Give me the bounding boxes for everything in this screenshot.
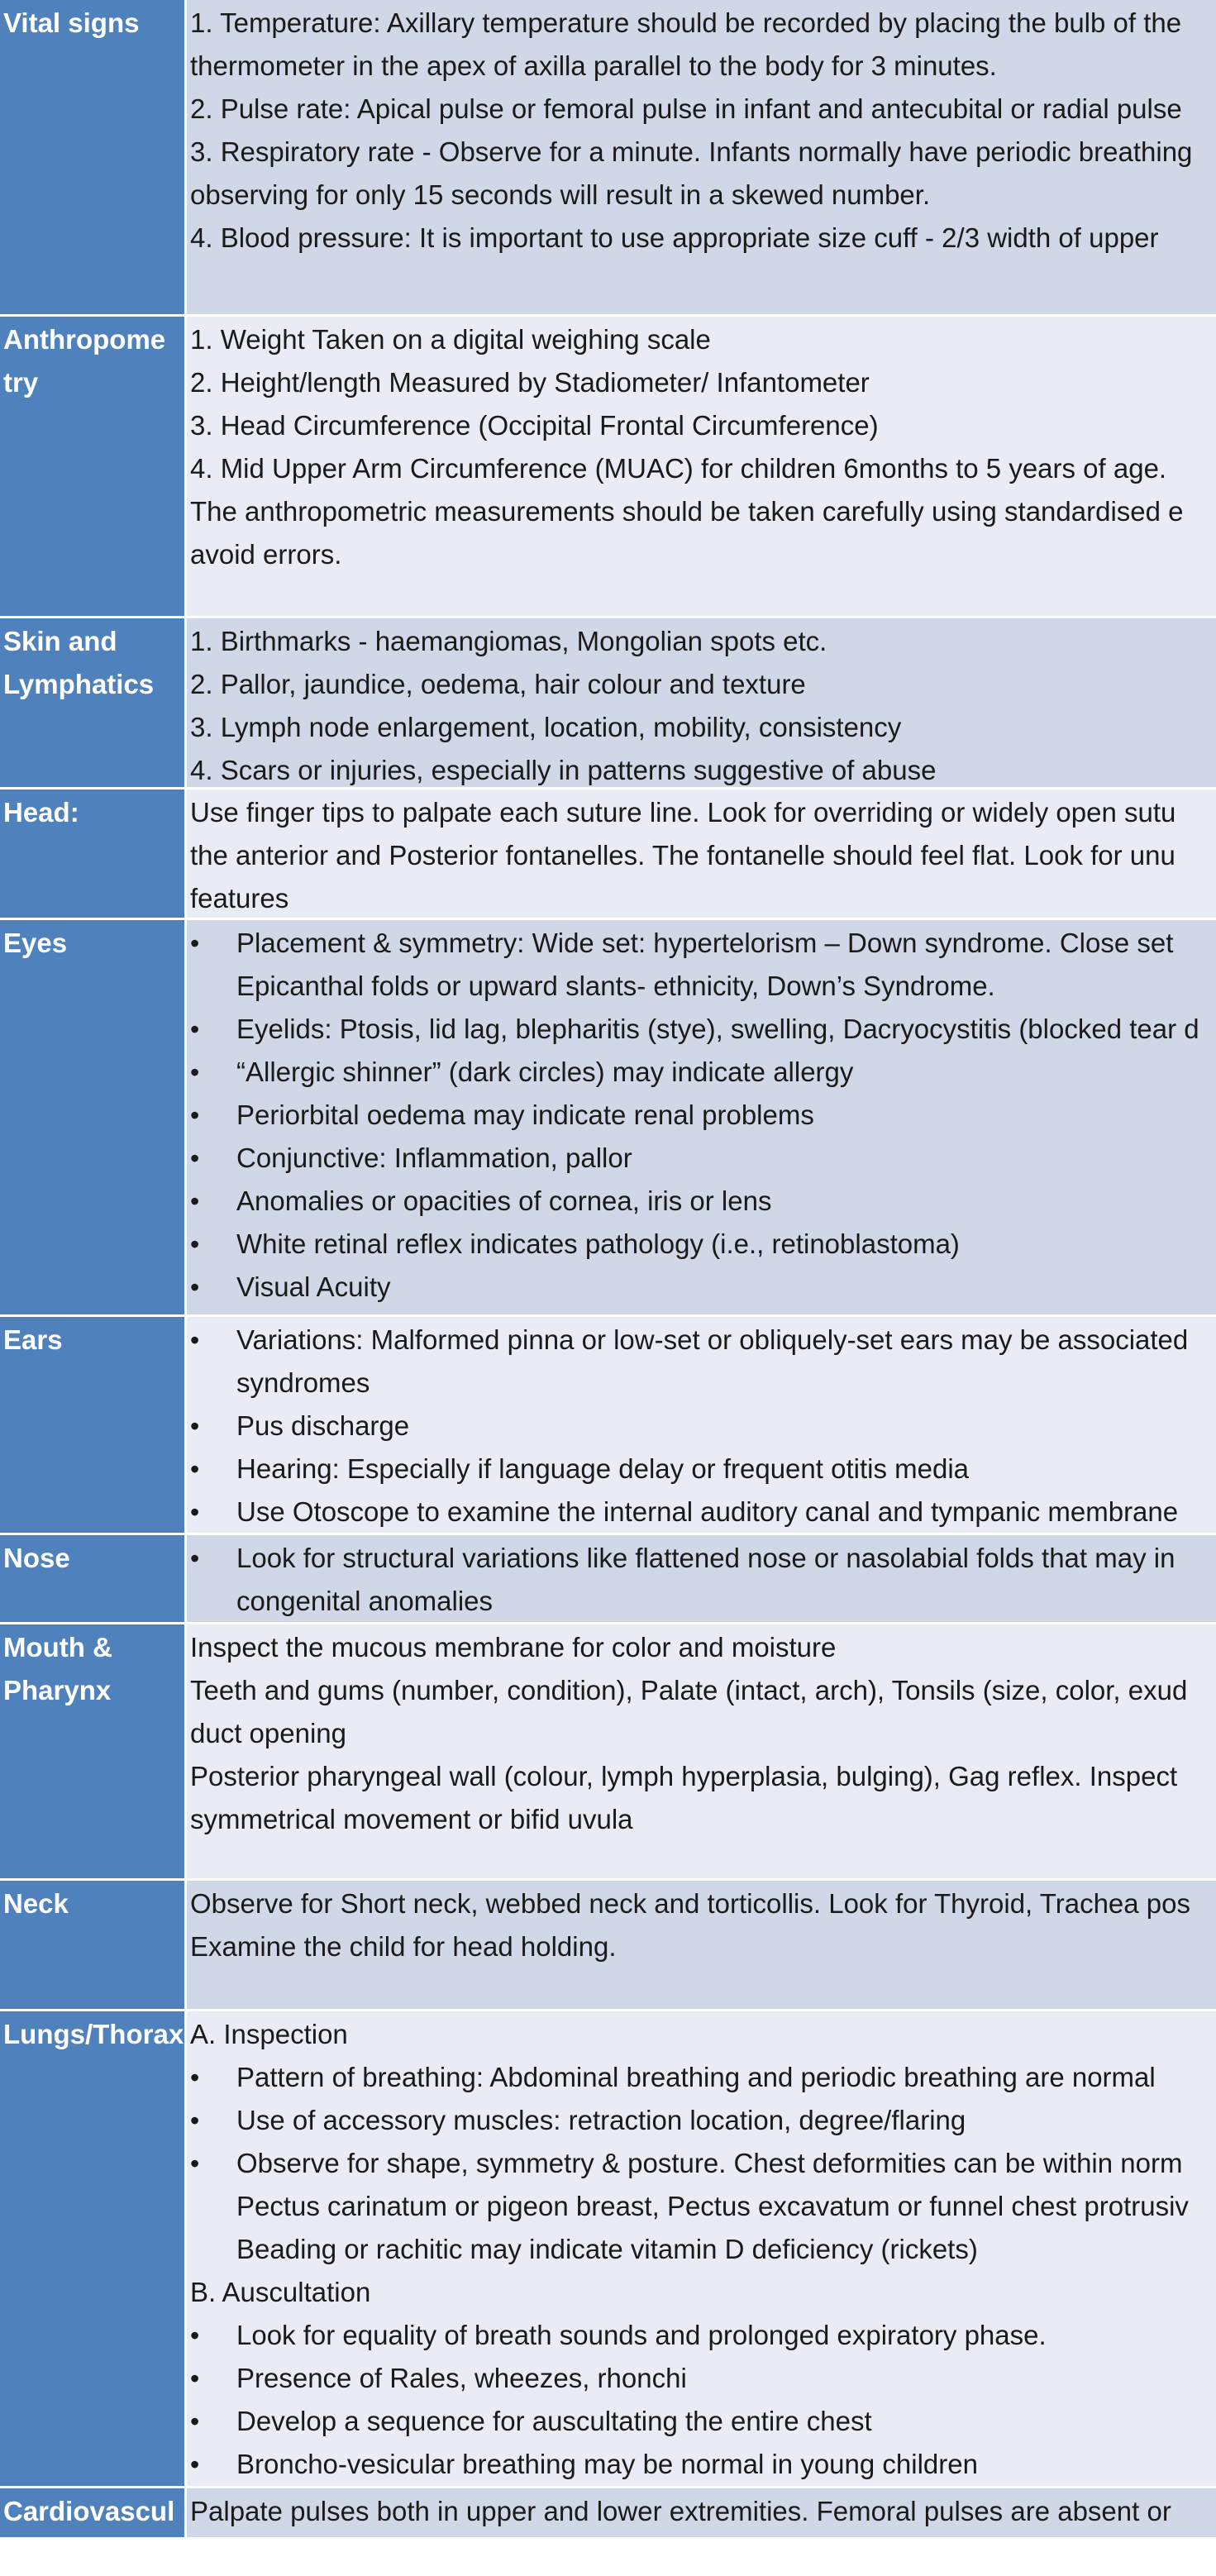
line-text: Pattern of breathing: Abdominal breathing and periodic breathing are normal (236, 2062, 1156, 2092)
line-text: 2. Pulse rate: Apical pulse or femoral pulse in infant and antecubital or radial pulse (190, 93, 1182, 124)
line-text: Look for structural variations like flattened nose or nasolabial folds that may in (236, 1543, 1175, 1573)
line-text: the anterior and Posterior fontanelles. The fontanelle should feel flat. Look for unu (190, 840, 1175, 871)
line-text: 1. Temperature: Axillary temperature should be recorded by placing the bulb of the (190, 7, 1182, 38)
line-text: 2. Pallor, jaundice, oedema, hair colour and texture (190, 669, 806, 699)
line-text: Placement & symmetry: Wide set: hypertelorism – Down syndrome. Close set (236, 928, 1174, 958)
table-row (0, 1535, 1216, 1624)
text-line (190, 2013, 1216, 2056)
table-row (0, 317, 1216, 618)
row-label: Mouth & Pharynx (0, 1624, 187, 1881)
line-text: B. Auscultation (190, 2277, 371, 2307)
text-line (190, 131, 1216, 174)
text-line (190, 361, 1216, 404)
bullet-icon: • (190, 2407, 200, 2436)
bullet-icon: • (190, 1272, 200, 1302)
bullet-icon: • (190, 1497, 200, 1527)
line-text: 3. Respiratory rate - Observe for a minute. Infants normally have periodic breathing (190, 136, 1193, 167)
bullet-icon: • (190, 2063, 200, 2092)
table-row (0, 618, 1216, 789)
bullet-icon: • (190, 1411, 200, 1441)
line-text: 3. Head Circumference (Occipital Frontal Circumference) (190, 410, 879, 441)
text-line (190, 2185, 1216, 2228)
text-line (190, 2271, 1216, 2314)
text-line (190, 45, 1216, 88)
bullet-icon: • (190, 2149, 200, 2178)
line-text: Teeth and gums (number, condition), Palate (intact, arch), Tonsils (size, color, exud (190, 1675, 1188, 1705)
bullet-icon: • (190, 1143, 200, 1173)
text-line (190, 447, 1216, 490)
bullet-icon: • (190, 1325, 200, 1355)
bullet-icon: • (190, 1186, 200, 1216)
row-label: Cardiovascula (0, 2488, 187, 2540)
row-content (187, 2488, 1216, 2540)
line-text: congenital anomalies (236, 1586, 494, 1616)
bullet-item (190, 1448, 1216, 1491)
bullet-item (190, 2099, 1216, 2142)
line-text: White retinal reflex indicates pathology (i.e., retinoblastoma) (236, 1228, 960, 1259)
line-text: The anthropometric measurements should be taken carefully using standardised e (190, 496, 1184, 527)
text-line (190, 834, 1216, 877)
bullet-item (190, 1223, 1216, 1266)
line-text: Observe for shape, symmetry & posture. Chest deformities can be within norm (236, 2148, 1183, 2178)
line-text: Anomalies or opacities of cornea, iris or lens (236, 1185, 772, 1216)
text-line (190, 490, 1216, 533)
text-line (190, 663, 1216, 706)
table-row (0, 1317, 1216, 1535)
bullet-item (190, 1491, 1216, 1534)
text-line (190, 749, 1216, 792)
line-text: 4. Blood pressure: It is important to use appropriate size cuff - 2/3 width of upper (190, 222, 1159, 253)
line-text: Posterior pharyngeal wall (colour, lymph hyperplasia, bulging), Gag reflex. Inspect (190, 1761, 1178, 1791)
bullet-item (190, 1051, 1216, 1094)
line-text: Variations: Malformed pinna or low-set or obliquely-set ears may be associated (236, 1324, 1189, 1355)
text-line (190, 1669, 1216, 1712)
bullet-item (190, 2056, 1216, 2099)
line-text: Use of accessory muscles: retraction location, degree/flaring (236, 2105, 966, 2135)
line-text: syndromes (236, 1367, 370, 1398)
bullet-icon: • (190, 2106, 200, 2135)
line-text: Examine the child for head holding. (190, 1931, 617, 1962)
table-row (0, 2488, 1216, 2569)
bullet-item (190, 2142, 1216, 2185)
row-content (187, 2011, 1216, 2488)
row-content (187, 0, 1216, 317)
row-content (187, 1535, 1216, 1624)
line-text: Palpate pulses both in upper and lower extremities. Femoral pulses are absent or (190, 2496, 1171, 2526)
text-line (190, 1882, 1216, 1925)
line-text: Observe for Short neck, webbed neck and torticollis. Look for Thyroid, Trachea pos (190, 1888, 1191, 1919)
bullet-icon: • (190, 1100, 200, 1130)
row-label: Anthropome try (0, 317, 187, 618)
line-text: symmetrical movement or bifid uvula (190, 1804, 633, 1834)
text-line (190, 1925, 1216, 1968)
line-text: observing for only 15 seconds will result in a skewed number. (190, 179, 931, 210)
row-content (187, 920, 1216, 1317)
bullet-icon: • (190, 2364, 200, 2393)
row-content (187, 1881, 1216, 2011)
bullet-icon: • (190, 1229, 200, 1259)
line-text: 4. Mid Upper Arm Circumference (MUAC) for children 6months to 5 years of age. (190, 453, 1167, 484)
line-text: Develop a sequence for auscultating the entire chest (236, 2406, 872, 2436)
row-content (187, 789, 1216, 920)
bullet-item (190, 1180, 1216, 1223)
table-row (0, 0, 1216, 317)
line-text: Inspect the mucous membrane for color and moisture (190, 1632, 837, 1662)
row-label: Skin and Lymphatics (0, 618, 187, 789)
line-text: Use finger tips to palpate each suture line. Look for overriding or widely open sutu (190, 797, 1176, 828)
bullet-icon: • (190, 2321, 200, 2350)
bullet-item (190, 2443, 1216, 2486)
text-line (190, 1755, 1216, 1798)
row-content (187, 1624, 1216, 1881)
bullet-item (190, 2400, 1216, 2443)
text-line (190, 1580, 1216, 1623)
line-text: Pus discharge (236, 1410, 410, 1441)
table-row (0, 1624, 1216, 1881)
line-text: thermometer in the apex of axilla parallel to the body for 3 minutes. (190, 50, 997, 81)
row-label: Vital signs (0, 0, 187, 317)
line-text: Visual Acuity (236, 1271, 391, 1302)
line-text: 1. Weight Taken on a digital weighing scale (190, 324, 711, 355)
text-line (190, 620, 1216, 663)
line-text: Presence of Rales, wheezes, rhonchi (236, 2363, 687, 2393)
line-text: 1. Birthmarks - haemangiomas, Mongolian spots etc. (190, 626, 827, 656)
line-text: Hearing: Especially if language delay or frequent otitis media (236, 1453, 970, 1484)
bullet-item (190, 1008, 1216, 1051)
text-line (190, 791, 1216, 834)
table-row (0, 920, 1216, 1317)
line-text: Broncho-vesicular breathing may be normal in young children (236, 2449, 978, 2479)
line-text: avoid errors. (190, 539, 342, 570)
row-label: Lungs/Thorax (0, 2011, 187, 2488)
bullet-item (190, 922, 1216, 965)
text-line (190, 965, 1216, 1008)
text-line (190, 706, 1216, 749)
table-row (0, 2011, 1216, 2488)
text-line (190, 877, 1216, 920)
row-content (187, 317, 1216, 618)
text-line (190, 404, 1216, 447)
bullet-icon: • (190, 1454, 200, 1484)
bullet-item (190, 2314, 1216, 2357)
line-text: duct opening (190, 1718, 346, 1748)
line-text: Conjunctive: Inflammation, pallor (236, 1143, 632, 1173)
bullet-icon: • (190, 928, 200, 958)
bullet-item (190, 1137, 1216, 1180)
text-line (190, 217, 1216, 260)
bullet-icon: • (190, 1057, 200, 1087)
text-line (190, 1712, 1216, 1755)
bullet-item (190, 1094, 1216, 1137)
row-label: Nose (0, 1535, 187, 1624)
bullet-icon: • (190, 1543, 200, 1573)
row-label: Neck (0, 1881, 187, 2011)
bullet-item (190, 1319, 1216, 1362)
line-text: Beading or rachitic may indicate vitamin D deficiency (rickets) (236, 2234, 978, 2264)
line-text: 2. Height/length Measured by Stadiometer/ Infantometer (190, 367, 870, 398)
line-text: 4. Scars or injuries, especially in patterns suggestive of abuse (190, 755, 937, 785)
text-line (190, 88, 1216, 131)
bullet-icon: • (190, 2450, 200, 2479)
text-line (190, 1798, 1216, 1841)
line-text: Pectus carinatum or pigeon breast, Pectus excavatum or funnel chest protrusiv (236, 2191, 1189, 2221)
row-label: Ears (0, 1317, 187, 1535)
text-line (190, 533, 1216, 576)
text-line (190, 2, 1216, 45)
line-text: 3. Lymph node enlargement, location, mobility, consistency (190, 712, 902, 742)
text-line (190, 1626, 1216, 1669)
text-line (190, 2228, 1216, 2271)
row-content (187, 618, 1216, 789)
line-text: Use Otoscope to examine the internal auditory canal and tympanic membrane (236, 1496, 1179, 1527)
line-text: Look for equality of breath sounds and prolonged expiratory phase. (236, 2320, 1047, 2350)
bullet-item (190, 1537, 1216, 1580)
text-line (190, 2490, 1216, 2533)
text-line (190, 318, 1216, 361)
table-row (0, 1881, 1216, 2011)
row-label: Head: (0, 789, 187, 920)
row-content (187, 1317, 1216, 1535)
bullet-item (190, 1405, 1216, 1448)
line-text: features (190, 883, 289, 914)
text-line (190, 1362, 1216, 1405)
line-text: “Allergic shinner” (dark circles) may indicate allergy (236, 1057, 854, 1087)
line-text: Epicanthal folds or upward slants- ethnicity, Down’s Syndrome. (236, 971, 995, 1001)
row-label: Eyes (0, 920, 187, 1317)
bullet-item (190, 2357, 1216, 2400)
line-text: Eyelids: Ptosis, lid lag, blepharitis (stye), swelling, Dacryocystitis (blocked tear d (236, 1014, 1199, 1044)
line-text: Periorbital oedema may indicate renal problems (236, 1100, 814, 1130)
bullet-item (190, 1266, 1216, 1309)
text-line (190, 174, 1216, 217)
line-text: A. Inspection (190, 2019, 348, 2049)
table-row (0, 789, 1216, 920)
bullet-icon: • (190, 1014, 200, 1044)
